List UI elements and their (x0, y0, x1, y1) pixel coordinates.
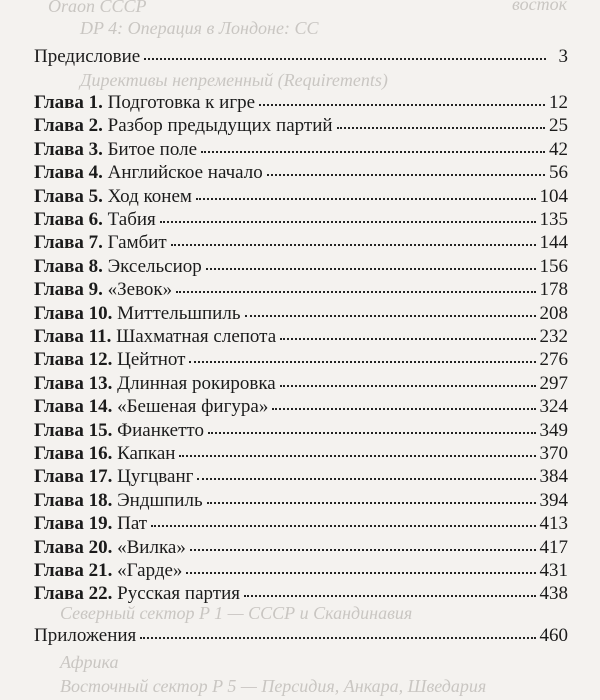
dot-leader (190, 535, 536, 551)
chapter-prefix: Глава 7. (34, 232, 103, 254)
toc-entry-chapter (34, 490, 568, 512)
chapter-prefix: Глава 16. (34, 443, 113, 464)
dot-leader (280, 371, 536, 387)
dot-leader (337, 113, 545, 129)
dot-leader (208, 418, 536, 434)
chapter-prefix: Глава 15. (34, 419, 113, 441)
chapter-title: Пат (117, 513, 148, 535)
dot-leader (179, 441, 535, 457)
dot-leader (267, 160, 545, 176)
chapter-prefix: Глава 4. (34, 162, 103, 184)
toc-page-number: 431 (539, 560, 568, 581)
toc-page-number: 156 (539, 255, 568, 277)
chapter-title: «Гарде» (117, 560, 183, 581)
toc-entry-chapter (34, 232, 568, 254)
chapter-title: Табия (107, 209, 156, 230)
toc-entry-chapter (34, 162, 568, 184)
dot-leader (245, 301, 536, 317)
toc-entry-chapter (34, 256, 568, 278)
chapter-prefix: Глава 9. (34, 279, 103, 301)
toc-label (34, 560, 182, 582)
chapter-prefix: Глава 13. (34, 372, 113, 394)
toc-label (34, 209, 156, 231)
toc-label (34, 303, 241, 325)
chapter-prefix: Глава 11. (34, 326, 112, 347)
toc-entry-chapter (34, 513, 568, 535)
chapter-prefix: Глава 6. (34, 209, 103, 230)
dot-leader (160, 207, 536, 223)
chapter-title: Английское начало (107, 162, 263, 184)
toc-entry-preface (34, 46, 568, 68)
toc-label (34, 420, 204, 442)
toc-page-number: 297 (539, 372, 568, 394)
ghost-line: DP 4: Операция в Лондоне: СС (80, 18, 319, 38)
toc-page-number: 12 (549, 92, 568, 113)
toc-entry-chapter (34, 443, 568, 465)
toc-page-number: 394 (539, 489, 568, 511)
chapter-title: Гамбит (107, 232, 167, 254)
toc-entry-chapter (34, 92, 568, 114)
toc-page-number: 178 (539, 279, 568, 301)
toc-label (34, 326, 276, 348)
dot-leader (140, 623, 535, 639)
chapter-title: Разбор предыдущих партий (107, 115, 333, 137)
toc-label (34, 513, 147, 535)
toc-entry-appendices (34, 625, 568, 647)
dot-leader (207, 488, 536, 504)
chapter-title: «Бешеная фигура» (117, 396, 269, 418)
chapter-title: Ход конем (107, 185, 192, 207)
toc-page-number: 276 (539, 349, 568, 371)
dot-leader (206, 254, 536, 270)
dot-leader (201, 137, 545, 153)
chapter-title: Капкан (117, 443, 176, 464)
dot-leader (272, 394, 535, 410)
chapter-prefix: Глава 22. (34, 583, 113, 605)
chapter-title: Эндшпиль (117, 489, 203, 511)
chapter-prefix: Глава 8. (34, 255, 103, 277)
chapter-prefix: Глава 12. (34, 349, 113, 371)
toc-label (34, 490, 203, 512)
toc-label (34, 115, 333, 137)
toc-entry-chapter (34, 420, 568, 442)
dot-leader (186, 558, 535, 574)
toc-page-number: 349 (539, 419, 568, 441)
ghost-line: Oraon СССР (48, 0, 147, 16)
chapter-title: Подготовка к игре (107, 92, 256, 113)
toc-label (34, 92, 255, 114)
toc-label (34, 396, 268, 418)
toc-entry-chapter (34, 560, 568, 582)
toc-label (34, 186, 192, 208)
toc-entry-chapter (34, 349, 568, 371)
toc-label (34, 279, 172, 301)
ghost-line: Восточный сектор P 5 — Персидия, Анкара, Шведария (60, 676, 487, 696)
ghost-line: Африка (60, 652, 119, 672)
toc-entry-chapter (34, 396, 568, 418)
toc-label: Предисловие (34, 46, 141, 67)
toc-label (34, 232, 167, 254)
dot-leader (144, 44, 546, 60)
dot-leader (151, 511, 535, 527)
chapter-prefix: Глава 20. (34, 536, 113, 558)
toc-page-number: 208 (539, 302, 568, 324)
toc-page-number: 417 (539, 536, 568, 558)
toc-entry-chapter (34, 303, 568, 325)
dot-leader (176, 277, 535, 293)
ghost-line: восток (512, 0, 567, 14)
dot-leader (280, 324, 535, 340)
ghost-line: Северный сектор P 1 — СССР и Скандинавия (60, 603, 413, 623)
toc-entry-chapter (34, 279, 568, 301)
toc-page-number: 42 (549, 138, 568, 160)
toc-label (34, 583, 240, 605)
toc-label (34, 349, 185, 371)
chapter-prefix: Глава 18. (34, 489, 113, 511)
chapter-title: Цугцванг (117, 466, 194, 488)
dot-leader (197, 464, 535, 480)
chapter-title: Эксельсиор (107, 255, 202, 277)
toc-entry-chapter (34, 115, 568, 137)
chapter-title: Длинная рокировка (117, 372, 276, 394)
toc-entry-chapter (34, 466, 568, 488)
toc-page-number: 144 (539, 232, 568, 254)
ghost-line: Директивы непременный (Requirements) (80, 70, 388, 90)
chapter-prefix: Глава 14. (34, 396, 113, 418)
toc-page-number: 324 (539, 396, 568, 418)
toc-entry-chapter (34, 326, 568, 348)
chapter-title: «Зевок» (107, 279, 173, 301)
chapter-title: «Вилка» (117, 536, 186, 558)
dot-leader (171, 230, 536, 246)
chapter-title: Шахматная слепота (116, 326, 277, 347)
toc-entry-chapter (34, 373, 568, 395)
toc-label (34, 256, 202, 278)
toc-label (34, 537, 186, 559)
chapter-prefix: Глава 19. (34, 513, 113, 535)
chapter-title: Фианкетто (117, 419, 204, 441)
toc-entry-chapter (34, 186, 568, 208)
toc-page-number: 438 (539, 583, 568, 605)
chapter-prefix: Глава 10. (34, 302, 113, 324)
toc-page-number: 232 (539, 326, 568, 347)
toc-page-number: 370 (539, 443, 568, 464)
chapter-prefix: Глава 1. (34, 92, 103, 113)
chapter-title: Русская партия (117, 583, 240, 605)
chapter-title: Миттельшпиль (117, 302, 241, 324)
toc-page-number: 413 (539, 513, 568, 535)
dot-leader (244, 581, 536, 597)
dot-leader (259, 90, 545, 106)
toc-label (34, 373, 276, 395)
toc-label: Приложения (34, 625, 137, 646)
dot-leader (196, 184, 536, 200)
chapter-prefix: Глава 3. (34, 138, 103, 160)
dot-leader (189, 347, 535, 363)
chapter-prefix: Глава 5. (34, 185, 103, 207)
toc-page-number: 104 (539, 185, 568, 207)
toc-label (34, 139, 197, 161)
toc-entry-chapter (34, 209, 568, 231)
toc-entry-chapter (34, 139, 568, 161)
chapter-prefix: Глава 17. (34, 466, 113, 488)
chapter-prefix: Глава 21. (34, 560, 113, 581)
toc-page-number: 3 (558, 46, 568, 67)
toc-page-number: 135 (539, 209, 568, 230)
toc-entry-chapter (34, 583, 568, 605)
chapter-title: Цейтнот (117, 349, 186, 371)
toc-label (34, 162, 263, 184)
toc-page-number: 460 (539, 625, 568, 646)
toc-page-number: 25 (549, 115, 568, 137)
toc-label (34, 443, 175, 465)
toc-label (34, 466, 193, 488)
toc-page-number: 56 (549, 162, 568, 184)
toc-entry-chapter (34, 537, 568, 559)
toc-page-number: 384 (539, 466, 568, 488)
chapter-title: Битое поле (107, 138, 198, 160)
chapter-prefix: Глава 2. (34, 115, 103, 137)
